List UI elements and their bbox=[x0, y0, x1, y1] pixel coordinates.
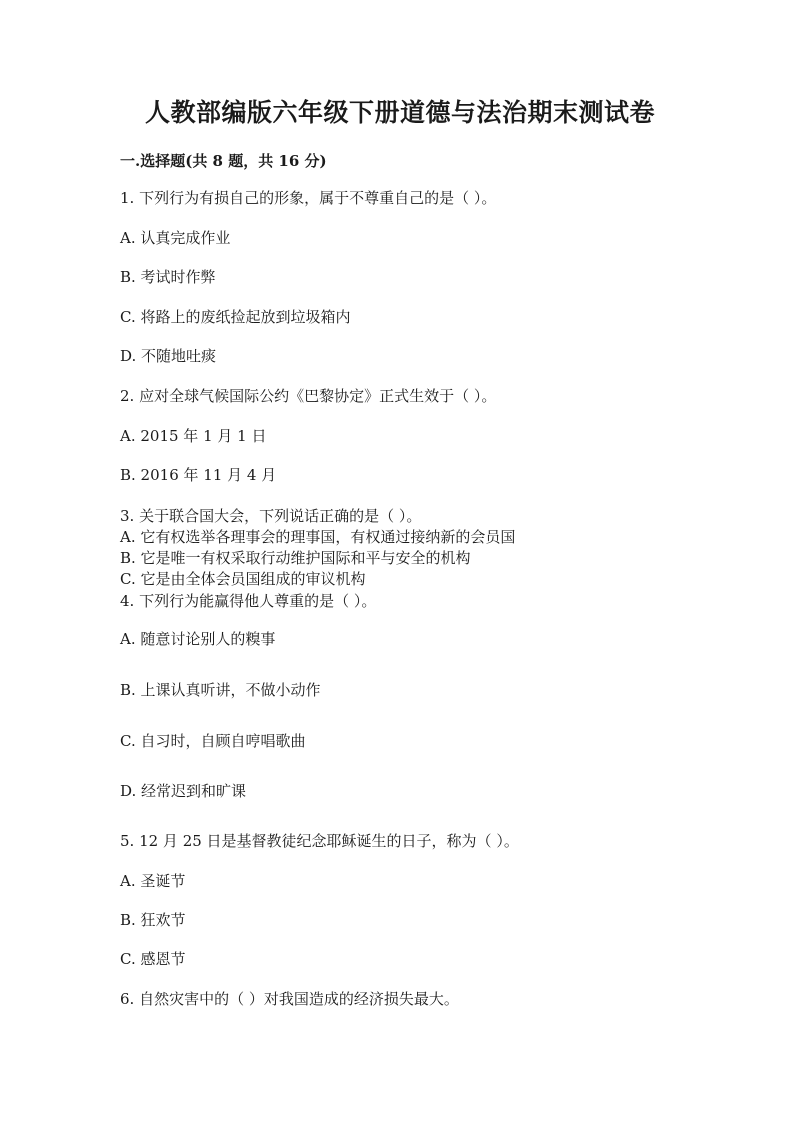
question-6-stem: 6. 自然灾害中的（ ）对我国造成的经济损失最大。 bbox=[120, 990, 459, 1008]
question-1-option-c: C. 将路上的废纸捡起放到垃圾箱内 bbox=[120, 308, 351, 326]
question-1-option-a: A. 认真完成作业 bbox=[120, 229, 231, 247]
question-3-stem: 3. 关于联合国大会，下列说话正确的是（ ）。 bbox=[120, 507, 422, 525]
section-heading: 一.选择题(共 8 题，共 16 分) bbox=[120, 152, 327, 170]
question-3-option-a: A. 它有权选举各理事会的理事国，有权通过接纳新的会员国 bbox=[120, 528, 516, 546]
question-4-stem: 4. 下列行为能赢得他人尊重的是（ ）。 bbox=[120, 592, 377, 610]
question-5-stem: 5. 12 月 25 日是基督教徒纪念耶稣诞生的日子，称为（ ）。 bbox=[120, 832, 519, 850]
question-2-option-b: B. 2016 年 11 月 4 月 bbox=[120, 466, 277, 484]
question-4-option-d: D. 经常迟到和旷课 bbox=[120, 782, 247, 800]
question-1-stem: 1. 下列行为有损自己的形象，属于不尊重自己的是（ ）。 bbox=[120, 189, 497, 207]
question-4-option-c: C. 自习时，自顾自哼唱歌曲 bbox=[120, 732, 306, 750]
question-5-option-c: C. 感恩节 bbox=[120, 950, 186, 968]
question-3-option-b: B. 它是唯一有权采取行动维护国际和平与安全的机构 bbox=[120, 549, 471, 567]
question-5-option-b: B. 狂欢节 bbox=[120, 911, 186, 929]
page-title: 人教部编版六年级下册道德与法治期末测试卷 bbox=[144, 98, 655, 127]
question-5-option-a: A. 圣诞节 bbox=[120, 872, 186, 890]
question-3-option-c: C. 它是由全体会员国组成的审议机构 bbox=[120, 570, 366, 588]
question-4-option-b: B. 上课认真听讲，不做小动作 bbox=[120, 681, 321, 699]
question-2-option-a: A. 2015 年 1 月 1 日 bbox=[120, 427, 267, 445]
question-2-stem: 2. 应对全球气候国际公约《巴黎协定》正式生效于（ ）。 bbox=[120, 387, 497, 405]
question-1-option-b: B. 考试时作弊 bbox=[120, 268, 216, 286]
question-4-option-a: A. 随意讨论别人的糗事 bbox=[120, 630, 276, 648]
question-1-option-d: D. 不随地吐痰 bbox=[120, 347, 217, 365]
